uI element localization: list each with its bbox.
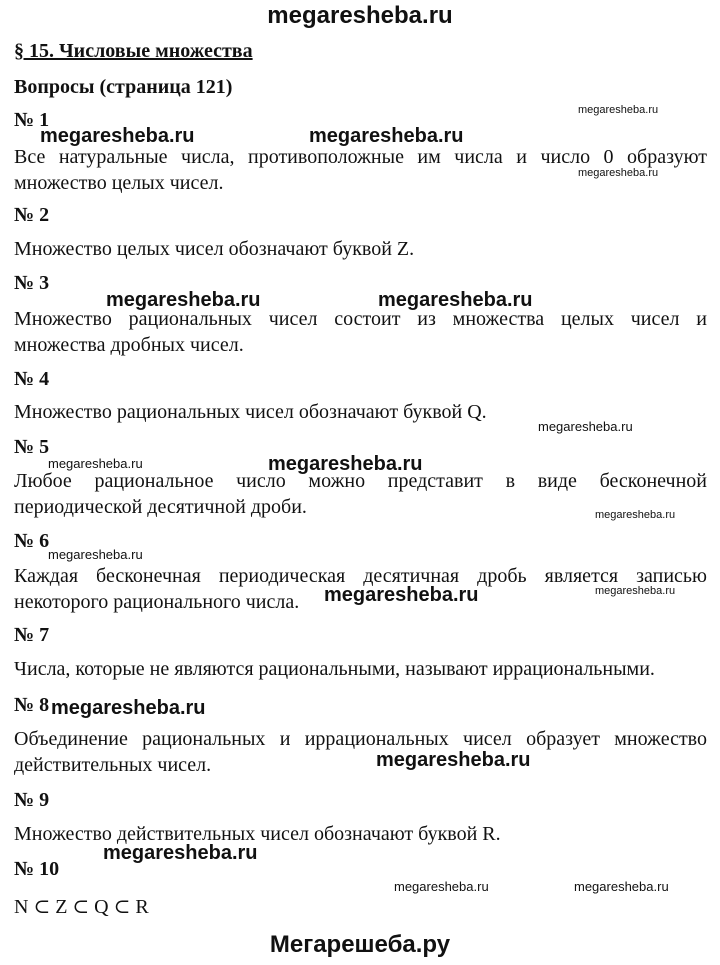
watermark: megaresheba.ru (309, 125, 464, 147)
watermark: megaresheba.ru (538, 419, 633, 434)
watermark: megaresheba.ru (48, 456, 143, 471)
watermark: megaresheba.ru (574, 879, 669, 894)
watermark: megaresheba.ru (40, 125, 195, 147)
watermark: megaresheba.ru (595, 509, 676, 521)
watermark: megaresheba.ru (394, 879, 489, 894)
answer-3: Множество рациональных чисел состоит из множества целых чисел и множества дробных чисел. (14, 308, 707, 356)
question-number-3: № 3 (14, 272, 50, 294)
site-footer: Мегарешеба.ру (269, 931, 451, 958)
watermark: megaresheba.ru (51, 697, 206, 719)
watermark: megaresheba.ru (324, 584, 479, 606)
question-number-8: № 8 (14, 694, 50, 716)
answer-1: Все натуральные числа, противоположные им числа и число 0 образуют множество целых чисел. (14, 146, 707, 194)
watermark: megaresheba.ru (378, 289, 533, 311)
watermark: megaresheba.ru (595, 585, 676, 597)
answer-10: N ⊂ Z ⊂ Q ⊂ R (14, 896, 149, 918)
watermark: megaresheba.ru (376, 749, 531, 771)
site-header: megaresheba.ru (267, 2, 453, 29)
question-number-5: № 5 (14, 436, 50, 458)
question-number-2: № 2 (14, 204, 50, 226)
answer-4: Множество рациональных чисел обозначают буквой Q. (14, 401, 487, 423)
answer-6: Каждая бесконечная периодическая десятичная дробь является записью некоторого рационального числа. (14, 565, 707, 613)
watermark: megaresheba.ru (48, 547, 143, 562)
question-number-7: № 7 (14, 624, 50, 646)
watermark: megaresheba.ru (106, 289, 261, 311)
question-number-6: № 6 (14, 530, 50, 552)
question-number-4: № 4 (14, 368, 50, 390)
answer-2: Множество целых чисел обозначают буквой Z. (14, 238, 415, 260)
question-number-1: № 1 (14, 109, 50, 131)
watermark: megaresheba.ru (578, 104, 659, 116)
answer-5: Любое рациональное число можно представит в виде бесконечной периодической десятичной дроби. (14, 470, 707, 518)
section-title: § 15. Числовые множества (14, 40, 253, 62)
answer-8: Объединение рациональных и иррациональных чисел образует множество действительных чисел. (14, 728, 707, 776)
watermark: megaresheba.ru (268, 453, 423, 475)
watermark: megaresheba.ru (103, 842, 258, 864)
watermark: megaresheba.ru (578, 167, 659, 179)
question-number-10: № 10 (14, 858, 60, 880)
questions-heading: Вопросы (страница 121) (14, 76, 233, 98)
answer-9: Множество действительных чисел обозначают буквой R. (14, 823, 501, 845)
answer-7: Числа, которые не являются рациональными, называют иррациональными. (14, 658, 655, 680)
question-number-9: № 9 (14, 789, 50, 811)
